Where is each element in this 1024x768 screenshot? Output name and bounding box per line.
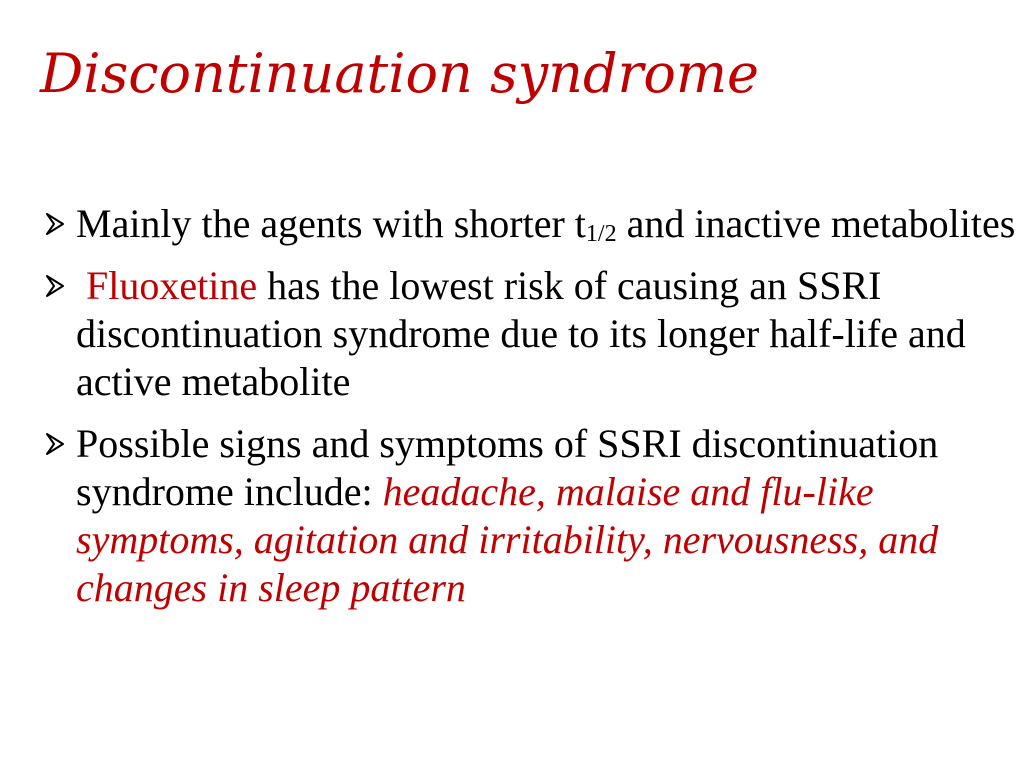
half-life-subscript: 1/2 bbox=[585, 221, 617, 247]
slide-title: Discontinuation syndrome bbox=[40, 42, 760, 105]
bullet-text-continued: and inactive metabolites bbox=[616, 201, 1016, 246]
bullet-list bbox=[40, 200, 1020, 626]
bullet-text: Mainly the agents with shorter t bbox=[76, 201, 586, 246]
symptoms-emphasis: headache, malaise and flu-like symptoms, agitation and irritability, nervousness, and changes in sleep pattern bbox=[76, 469, 939, 610]
arrowhead-bullet-icon bbox=[44, 211, 66, 237]
fluoxetine-highlight: Fluoxetine bbox=[86, 263, 258, 308]
bullet-text: Possible signs and symptoms of SSRI discontinuation syndrome include: bbox=[76, 421, 939, 514]
bullet-item-fluoxetine bbox=[40, 262, 1020, 406]
arrowhead-bullet-icon bbox=[44, 431, 66, 457]
bullet-item-agents bbox=[40, 200, 1020, 248]
arrowhead-bullet-icon bbox=[44, 273, 66, 299]
bullet-text: has the lowest risk of causing an SSRI discontinuation syndrome due to its longer half-life and active metabolite bbox=[76, 263, 966, 404]
bullet-item-symptoms bbox=[40, 420, 1020, 612]
